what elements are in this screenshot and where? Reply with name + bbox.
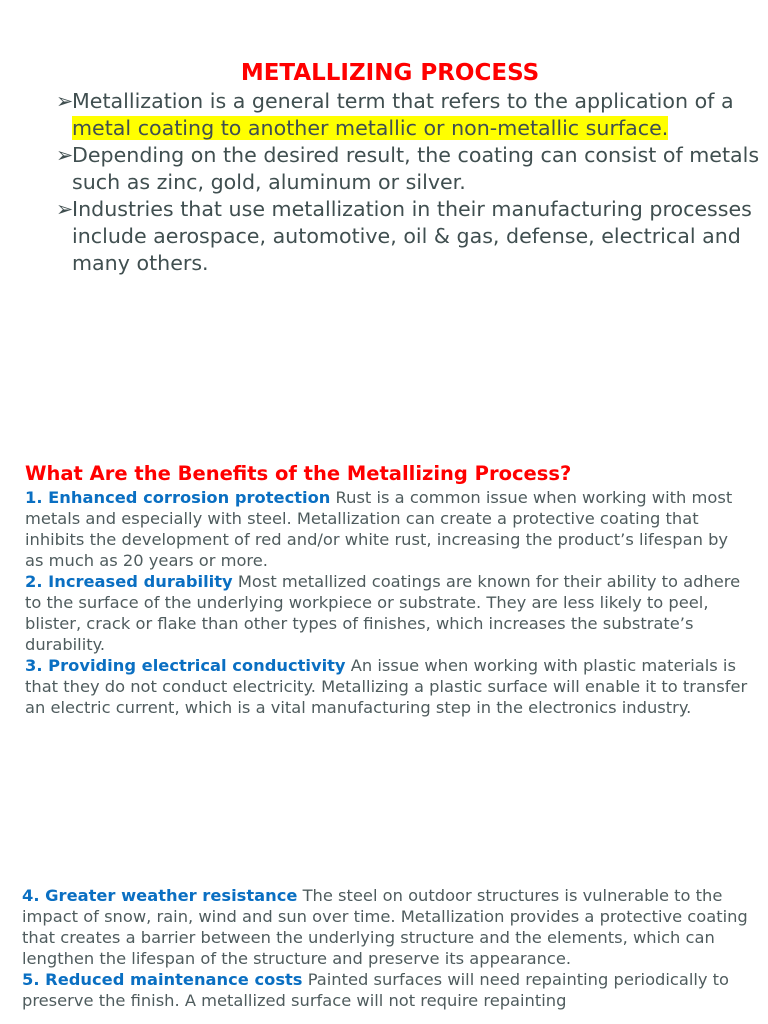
benefit-text: Painted surfaces will need repainting periodically to preserve the finish. A metallized surface will not require repainting — [22, 970, 730, 1010]
bullet-item — [56, 142, 768, 196]
benefit-paragraph — [25, 655, 750, 718]
intro-bullet-list — [56, 88, 768, 277]
bullet-text: Metallization is a general term that refers to the application of a — [72, 89, 734, 113]
bullet-text: Depending on the desired result, the coating can consist of metals such as zinc, gold, aluminum or silver. — [72, 143, 760, 194]
bullet-text: Industries that use metallization in their manufacturing processes include aerospace, automotive, oil & gas, defense, electrical and many others. — [72, 197, 752, 275]
benefit-heading: 2. Increased durability — [25, 572, 233, 591]
bullet-item — [56, 196, 768, 277]
arrowhead-bullet-icon: ➢ — [56, 197, 74, 221]
page-title: METALLIZING PROCESS — [240, 60, 540, 86]
benefit-heading: 5. Reduced maintenance costs — [22, 970, 303, 989]
benefit-text: The steel on outdoor structures is vulnerable to the impact of snow, rain, wind and sun over time. Metallization provides a protective coating that creates a barrier between the underlying structure and the elements, which can lengthen the lifespan of the structure and preserve its appearance. — [22, 886, 748, 968]
benefit-text: An issue when working with plastic materials is that they do not conduct electricity. Metallizing a plastic surface will enable it to transfer an electric current, which is a vital manufacturing step in the electronics industry. — [25, 656, 748, 717]
benefit-paragraph — [25, 487, 750, 571]
benefits-list-continued — [22, 885, 750, 1011]
highlighted-text: metal coating to another metallic or non-metallic surface. — [72, 116, 669, 140]
bullet-item — [56, 88, 768, 142]
benefit-heading: 3. Providing electrical conductivity — [25, 656, 346, 675]
benefit-heading: 4. Greater weather resistance — [22, 886, 298, 905]
arrowhead-bullet-icon: ➢ — [56, 143, 74, 167]
arrowhead-bullet-icon: ➢ — [56, 89, 74, 113]
benefit-paragraph — [22, 969, 750, 1011]
benefits-heading: What Are the Benefits of the Metallizing Process? — [25, 462, 572, 485]
benefit-text: Most metallized coatings are known for their ability to adhere to the surface of the underlying workpiece or substrate. They are less likely to peel, blister, crack or flake than other types of finishes, which increases the substrate’s durability. — [25, 572, 741, 654]
benefits-list — [25, 487, 750, 718]
benefit-heading: 1. Enhanced corrosion protection — [25, 488, 331, 507]
benefit-text: Rust is a common issue when working with most metals and especially with steel. Metallization can create a protective coating that inhibits the development of red and/or white rust, increasing the product’s lifespan by as much as 20 years or more. — [25, 488, 733, 570]
benefit-paragraph — [25, 571, 750, 655]
benefit-paragraph — [22, 885, 750, 969]
